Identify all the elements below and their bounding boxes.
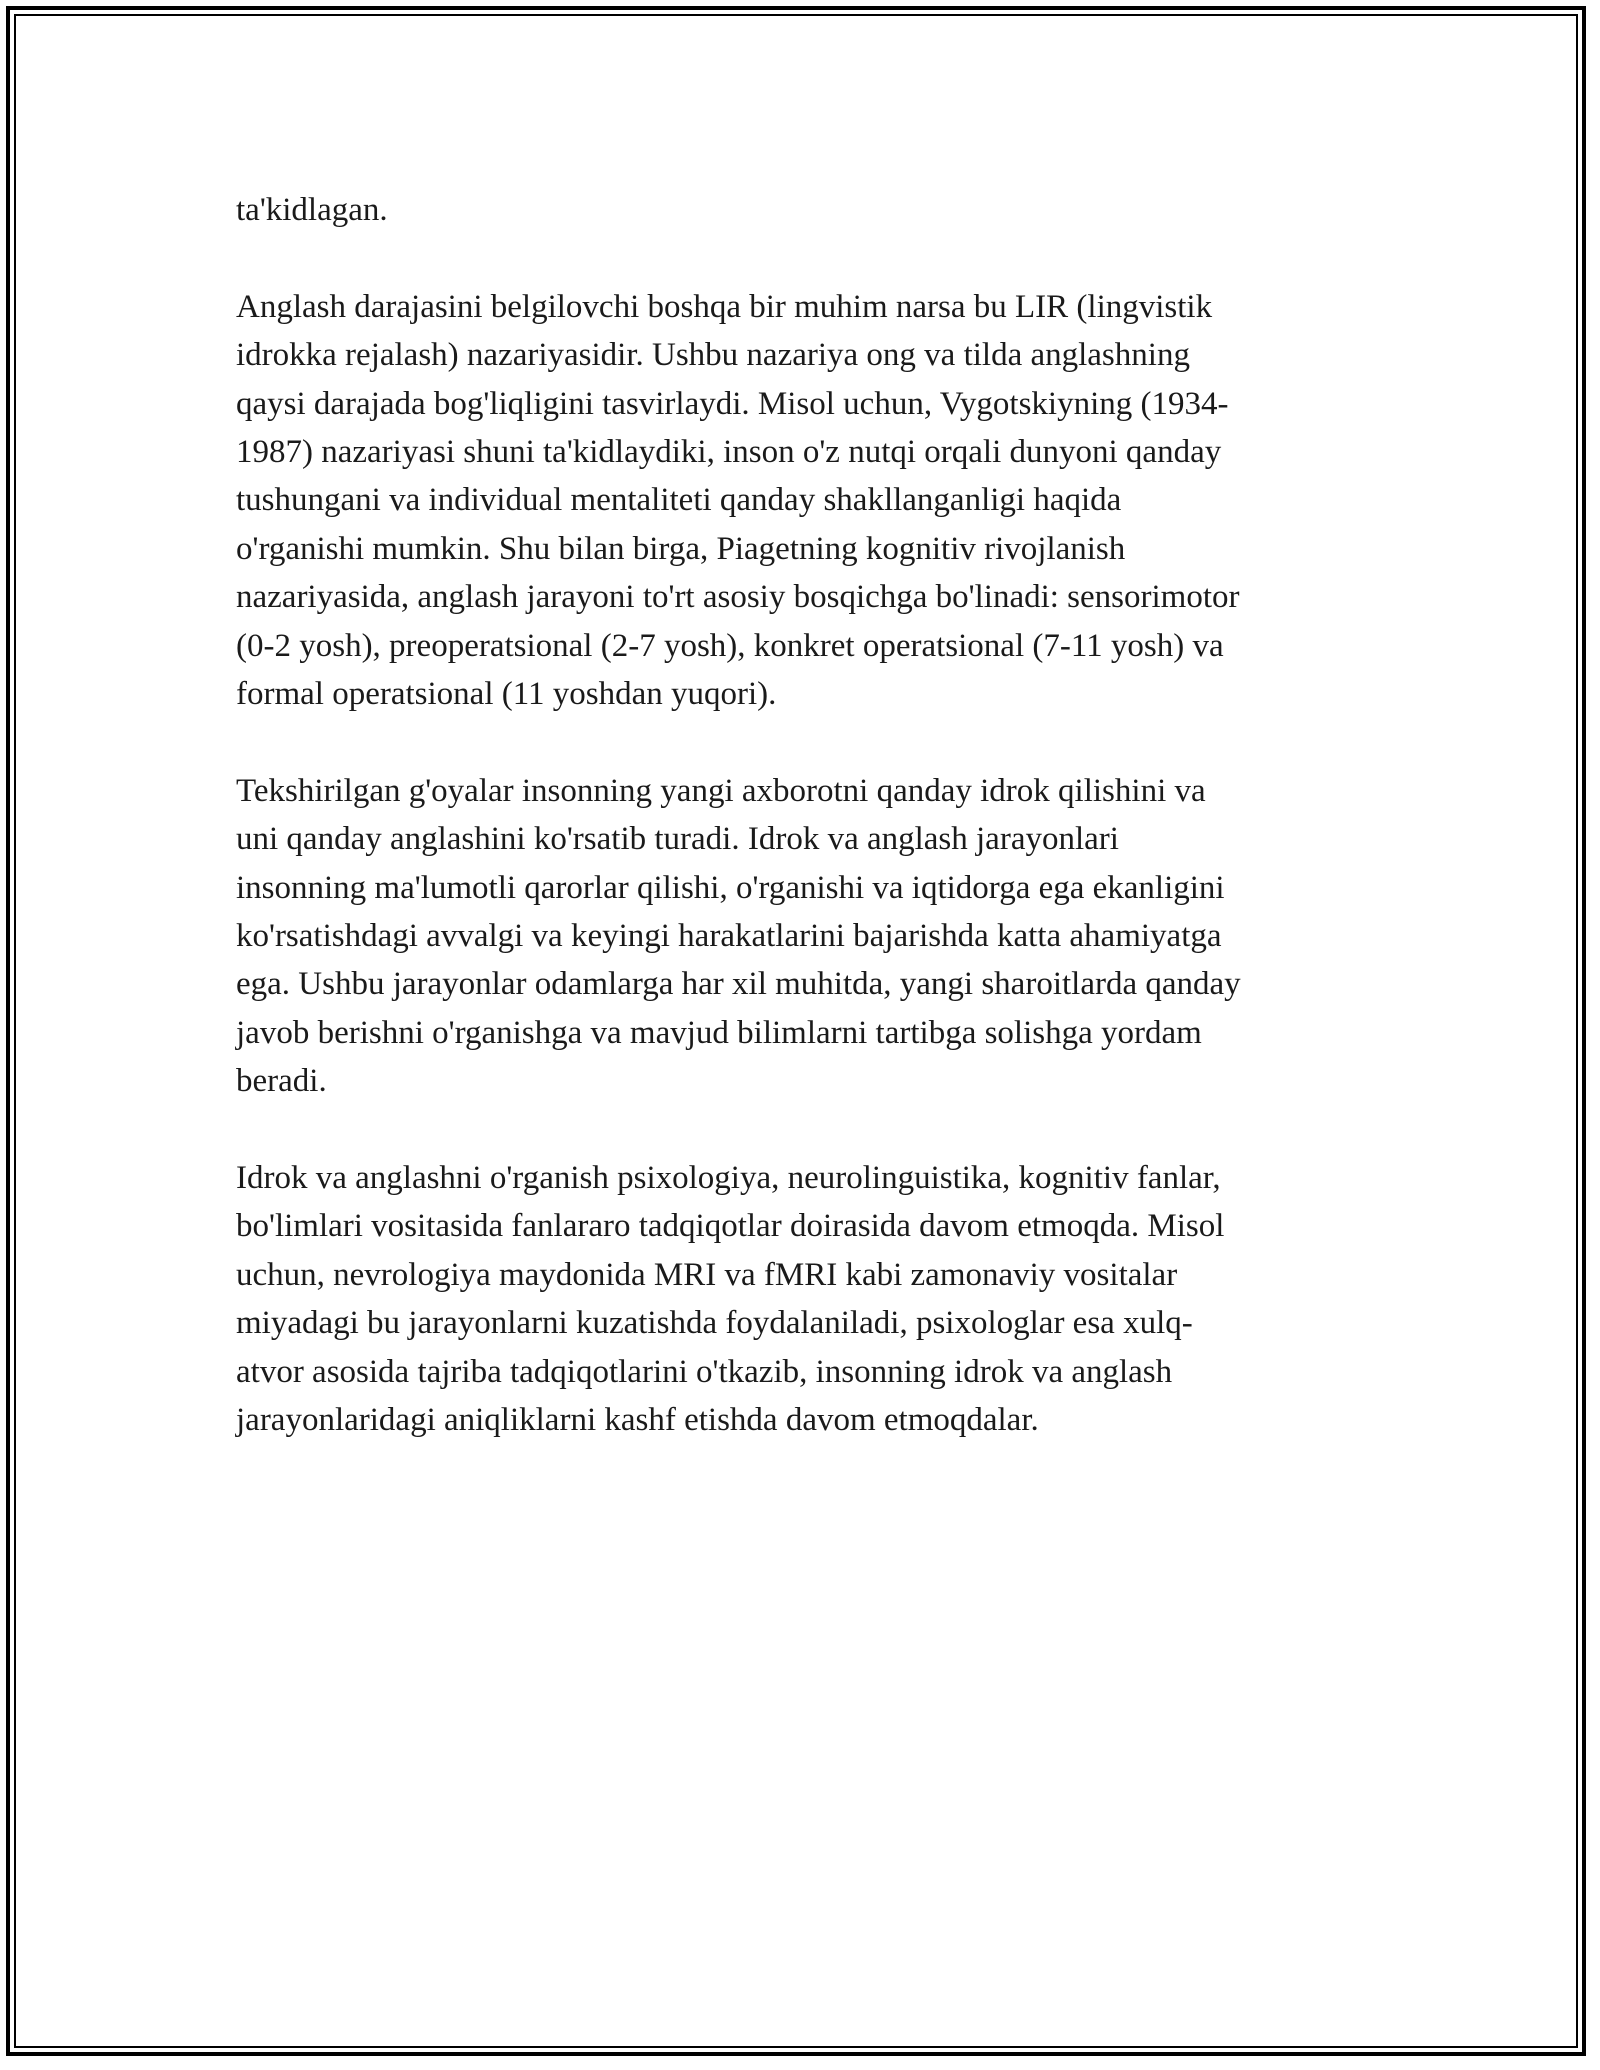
text-line: uni qanday anglashini ko'rsatib turadi. Idrok va anglash jarayonlari [236, 821, 1119, 858]
text-line: Anglash darajasini belgilovchi boshqa bir muhim narsa bu LIR (lingvistik [236, 288, 1213, 325]
text-line: ega. Ushbu jarayonlar odamlarga har xil muhitda, yangi sharoitlarda qanday [236, 966, 1241, 1003]
text-line: (0-2 yosh), preoperatsional (2-7 yosh), konkret operatsional (7-11 yosh) va [236, 627, 1224, 664]
text-line: insonning ma'lumotli qarorlar qilishi, o'rganishi va iqtidorga ega ekanligini [236, 869, 1225, 906]
text-line: nazariyasida, anglash jarayoni to'rt asosiy bosqichga bo'linadi: sensorimotor [236, 579, 1240, 616]
document-body [236, 186, 1362, 1493]
text-line: javob berishni o'rganishga va mavjud bilimlarni tartibga solishga yordam [236, 1014, 1202, 1051]
text-line: Tekshirilgan g'oyalar insonning yangi axborotni qanday idrok qilishini va [236, 772, 1206, 809]
text-line: beradi. [236, 1063, 327, 1100]
text-line: ko'rsatishdagi avvalgi va keyingi harakatlarini bajarishda katta ahamiyatga [236, 918, 1222, 955]
text-line: uchun, nevrologiya maydonida MRI va fMRI kabi zamonaviy vositalar [236, 1256, 1178, 1293]
paragraph-2 [236, 283, 1362, 719]
text-line: miyadagi bu jarayonlarni kuzatishda foydalaniladi, psixologlar esa xulq- [236, 1305, 1193, 1342]
text-line: ta'kidlagan. [236, 192, 388, 228]
text-line: Idrok va anglashni o'rganish psixologiya, neurolinguistika, kognitiv fanlar, [236, 1160, 1221, 1197]
text-line: idrokka rejalash) nazariyasidir. Ushbu nazariya ong va tilda anglashning [236, 337, 1190, 374]
text-line: qaysi darajada bog'liqligini tasvirlaydi. Misol uchun, Vygotskiyning (1934- [236, 385, 1229, 422]
paragraph-3 [236, 767, 1362, 1106]
text-line: bo'limlari vositasida fanlararo tadqiqotlar doirasida davom etmoqda. Misol [236, 1208, 1225, 1245]
text-line: 1987) nazariyasi shuni ta'kidlaydiki, inson o'z nutqi orqali dunyoni qanday [236, 434, 1222, 471]
text-line: formal operatsional (11 yoshdan yuqori). [236, 676, 777, 713]
paragraph-4 [236, 1154, 1362, 1444]
text-line: o'rganishi mumkin. Shu bilan birga, Piagetning kognitiv rivojlanish [236, 530, 1126, 567]
text-line: jarayonlaridagi aniqliklarni kashf etishda davom etmoqdalar. [236, 1402, 1039, 1439]
text-line: tushungani va individual mentaliteti qanday shakllanganligi haqida [236, 482, 1122, 519]
paragraph-1 [236, 186, 1362, 234]
text-line: atvor asosida tajriba tadqiqotlarini o'tkazib, insonning idrok va anglash [236, 1353, 1173, 1390]
